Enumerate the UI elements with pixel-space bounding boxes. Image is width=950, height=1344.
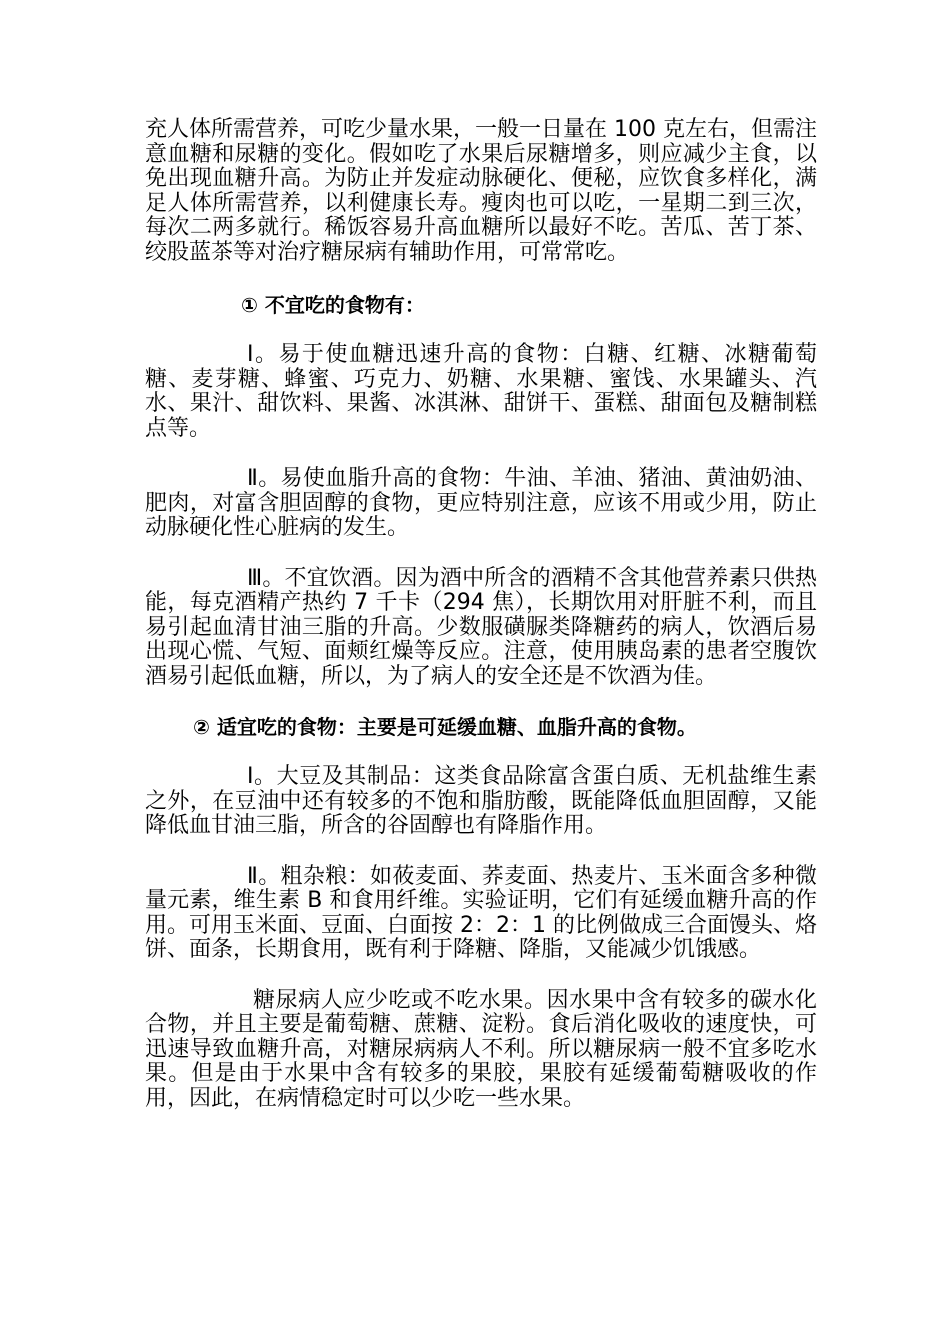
fruit-paragraph: 糖尿病人应少吃或不吃水果。因水果中含有较多的碳水化合物，并且主要是葡萄糖、蔗糖、淀粉。食后消化吸收的速度快，可迅速导致血糖升高，对糖尿病病人不利。所以糖尿病一般不宜多吃水果。但是由于水果中含有较多的果胶，果胶有延缓葡萄糖吸收的作用，因此，在病情稳定时可以少吃一些水果。 (145, 987, 817, 1111)
suitable-item-soy: Ⅰ。大豆及其制品：这类食品除富含蛋白质、无机盐维生素之外，在豆油中还有较多的不饱和脂肪酸，既能降低血胆固醇，又能降低血甘油三脂，所含的谷固醇也有降脂作用。 (145, 764, 817, 838)
suitable-foods-heading: ② 适宜吃的食物：主要是可延缓血糖、血脂升高的食物。 (193, 715, 697, 739)
avoid-item-alcohol: Ⅲ。不宜饮酒。因为酒中所含的酒精不含其他营养素只供热能，每克酒精产热约 7 千卡（294 焦），长期饮用对肝脏不利，而且易引起血清甘油三脂的升高。少数服磺脲类降糖药的病人，饮酒后易出现心慌、气短、面颊红燥等反应。注意，使用胰岛素的患者空腹饮酒易引起低血糖，所以，为了病人的安全还是不饮酒为佳。 (145, 565, 817, 689)
avoid-item-sugar: Ⅰ。易于使血糖迅速升高的食物：白糖、红糖、冰糖葡萄糖、麦芽糖、蜂蜜、巧克力、奶糖、水果糖、蜜饯、水果罐头、汽水、果汁、甜饮料、果酱、冰淇淋、甜饼干、蛋糕、甜面包及糖制糕点等。 (145, 342, 817, 441)
intro-paragraph: 充人体所需营养，可吃少量水果，一般一日量在 100 克左右，但需注意血糖和尿糖的变化。假如吃了水果后尿糖增多，则应减少主食，以免出现血糖升高。为防止并发症动脉硬化、便秘，应饮食多样化，满足人体所需营养，以利健康长寿。瘦肉也可以吃，一星期二到三次，每次二两多就行。稀饭容易升高血糖所以最好不吃。苦瓜、苦丁茶、绞股蓝茶等对治疗糖尿病有辅助作用，可常常吃。 (145, 117, 817, 265)
avoid-item-fat: Ⅱ。易使血脂升高的食物：牛油、羊油、猪油、黄油奶油、肥肉，对富含胆固醇的食物，更应特别注意，应该不用或少用，防止动脉硬化性心脏病的发生。 (145, 466, 817, 540)
suitable-item-grains: Ⅱ。粗杂粮：如莜麦面、荞麦面、热麦片、玉米面含多种微量元素，维生素 B 和食用纤维。实验证明，它们有延缓血糖升高的作用。可用玉米面、豆面、白面按 2：2：1 的比例做成三合面馒头、烙饼、面条，长期食用，既有利于降糖、降脂，又能减少饥饿感。 (145, 863, 817, 962)
document-page (145, 118, 817, 1111)
avoid-foods-heading: ① 不宜吃的食物有： (241, 293, 425, 317)
